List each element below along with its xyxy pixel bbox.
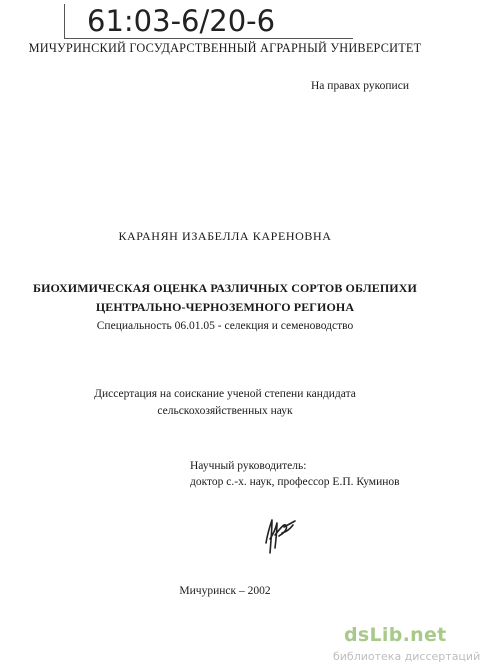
library-stamp: 61:03-6/20-6	[87, 4, 276, 38]
thesis-title-line-2: ЦЕНТРАЛЬНО-ЧЕРНОЗЕМНОГО РЕГИОНА	[95, 300, 355, 314]
author-name: КАРАНЯН ИЗАБЕЛЛА КАРЕНОВНА	[118, 229, 332, 243]
advisor-name: доктор с.-х. наук, профессор Е.П. Куминов	[190, 476, 400, 488]
city-year: Мичуринск – 2002	[179, 585, 271, 597]
thesis-title-line-1: БИОХИМИЧЕСКАЯ ОЦЕНКА РАЗЛИЧНЫХ СОРТОВ ОБЛЕПИХИ	[33, 281, 417, 295]
dslib-watermark-subtitle: библиотека диссертаций	[333, 650, 480, 663]
university-name: МИЧУРИНСКИЙ ГОСУДАРСТВЕННЫЙ АГРАРНЫЙ УНИВЕРСИТЕТ	[28, 41, 422, 55]
advisor-label: Научный руководитель:	[190, 460, 307, 472]
degree-line-2: сельскохозяйственных наук	[157, 405, 293, 417]
degree-line-1: Диссертация на соискание ученой степени кандидата	[94, 388, 356, 400]
specialty-line: Специальность 06.01.05 - селекция и семеноводство	[96, 320, 354, 332]
handwritten-signature	[262, 515, 302, 557]
manuscript-rights-note: На правах рукописи	[311, 80, 409, 92]
library-stamp-frame	[64, 4, 353, 39]
dslib-watermark-logo[interactable]: dsLib.net	[344, 624, 447, 646]
